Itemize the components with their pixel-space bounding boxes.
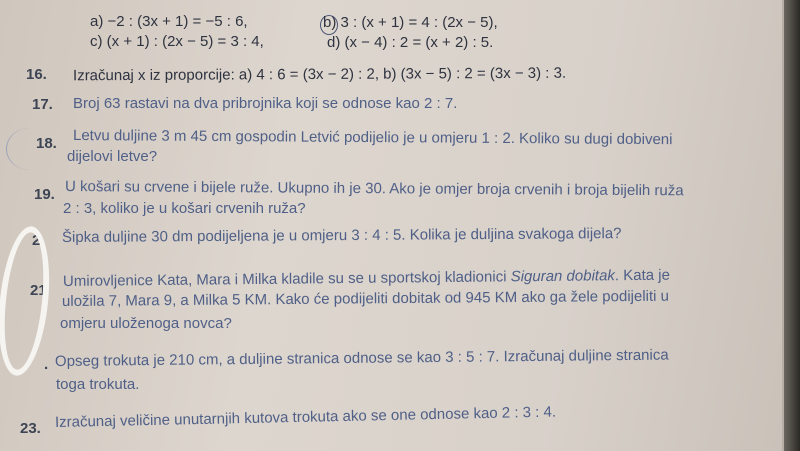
prev-item-c: c) (x + 1) : (2x − 5) = 3 : 4,: [90, 33, 264, 50]
prev-item-a: a) −2 : (3x + 1) = −5 : 6,: [90, 13, 248, 30]
q20-number: 2: [32, 232, 41, 249]
q19-line1: U košari su crvene i bijele ruže. Ukupno ih je 30. Ako je omjer broja crvenih i broja bijelih ruža: [64, 178, 684, 200]
q18-line1: Letvu duljine 3 m 45 cm gospodin Letvić podijelio je u omjeru 1 : 2. Koliko su dugi dobiveni: [72, 127, 673, 149]
q23-number: 23.: [20, 420, 41, 437]
q22-line1: Opseg trokuta je 210 cm, a duljine stranica odnose se kao 3 : 5 : 7. Izračunaj duljine stranica: [54, 346, 669, 370]
white-highlight-mark: [0, 224, 56, 378]
prev-item-d: d) (x − 4) : 2 = (x + 2) : 5.: [327, 34, 494, 51]
q17-text: Broj 63 rastavi na dva pribrojnika koji se odnose kao 2 : 7.: [73, 95, 458, 112]
q16-text: Izračunaj x iz proporcije: a) 4 : 6 = (3x − 2) : 2, b) (3x − 5) : 2 = (3x − 3) : 3.: [72, 64, 567, 85]
q18-number: 18.: [36, 135, 57, 152]
q21-number: 21: [30, 282, 47, 299]
q21-line3: omjeru uloženoga novca?: [60, 315, 232, 332]
q19-line2: 2 : 3, koliko je u košari crvenih ruža?: [63, 200, 306, 217]
q21-line2: uložila 7, Mara 9, a Milka 5 KM. Kako će podijeliti dobitak od 945 KM ako ga žele podijeliti u: [61, 287, 670, 310]
q22-line2: toga trokuta.: [56, 376, 140, 393]
q18-line2: dijelovi letve?: [67, 148, 158, 165]
q21-line1: [63, 267, 670, 291]
prev-item-b: b) 3 : (x + 1) = 4 : (2x − 5),: [323, 14, 498, 31]
q22-number: .: [44, 356, 49, 373]
q21-betting-shop-name: Siguran dobitak: [510, 267, 615, 286]
q20-text: Šipka duljine 30 dm podijeljena je u omjeru 3 : 4 : 5. Kolika je duljina svakoga dijela?: [61, 225, 622, 246]
q16-number: 16.: [26, 66, 47, 83]
q17-number: 17.: [32, 96, 53, 113]
q19-number: 19.: [34, 186, 55, 203]
q23-text: Izračunaj veličine unutarnjih kutova trokuta ako se one odnose kao 2 : 3 : 4.: [54, 403, 557, 431]
q21-line1-b: . Kata je: [614, 266, 671, 285]
q21-line1-a: Umirovljenice Kata, Mara i Milka kladile su se u sportskoj kladionici: [62, 268, 511, 290]
page-edge-shadow: [784, 0, 800, 451]
